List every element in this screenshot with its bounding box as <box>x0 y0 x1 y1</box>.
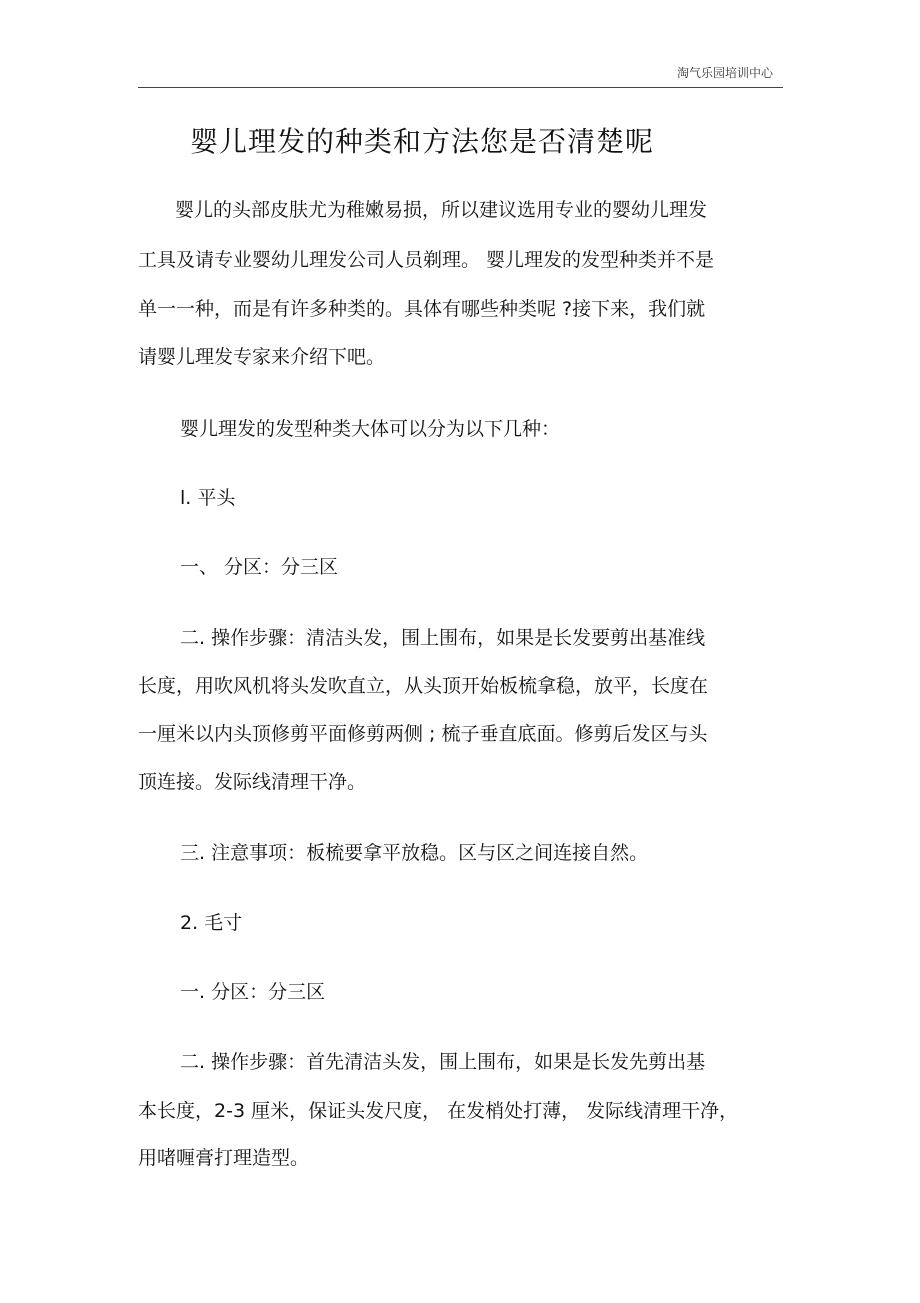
section2-zone: 一. 分区：分三区 <box>180 981 326 1003</box>
section1-zone: 一、 分区：分三区 <box>180 556 339 578</box>
header-org: 淘气乐园培训中心 <box>676 66 773 80</box>
section2-steps-line-1: 二. 操作步骤：首先清洁头发，围上围布，如果是长发先剪出基 <box>180 1051 706 1073</box>
intro-line-1: 婴儿的头部皮肤尤为稚嫩易损，所以建议选用专业的婴幼儿理发 <box>175 199 708 221</box>
page-title: 婴儿理发的种类和方法您是否清楚呢 <box>190 125 655 158</box>
section1-notes: 三. 注意事项：板梳要拿平放稳。区与区之间连接自然。 <box>180 842 649 864</box>
intro-line-3: 单一一种，而是有许多种类的。具体有哪些种类呢 ?接下来，我们就 <box>138 298 706 320</box>
section2-heading: 2. 毛寸 <box>180 912 243 934</box>
section2-steps-line-3: 用啫喱膏打理造型。 <box>138 1147 310 1169</box>
intro-line-2: 工具及请专业婴幼儿理发公司人员剃理。 婴儿理发的发型种类并不是 <box>138 249 715 271</box>
section1-heading: l. 平头 <box>180 487 236 509</box>
categories-intro: 婴儿理发的发型种类大体可以分为以下几种： <box>180 418 561 440</box>
header-rule <box>138 87 783 88</box>
section1-steps-line-3: 一厘米以内头顶修剪平面修剪两侧 ; 梳子垂直底面。修剪后发区与头 <box>138 723 708 745</box>
section1-steps-line-2: 长度，用吹风机将头发吹直立，从头顶开始板梳拿稳，放平，长度在 <box>138 675 709 697</box>
intro-line-4: 请婴儿理发专家来介绍下吧。 <box>138 346 386 368</box>
section2-steps-line-2: 本长度，2-3 厘米，保证头发尺度， 在发梢处打薄， 发际线清理干净， <box>138 1100 739 1122</box>
section1-steps-line-1: 二. 操作步骤：清洁头发，围上围布，如果是长发要剪出基准线 <box>180 627 706 649</box>
section1-steps-line-4: 顶连接。发际线清理干净。 <box>138 771 367 793</box>
